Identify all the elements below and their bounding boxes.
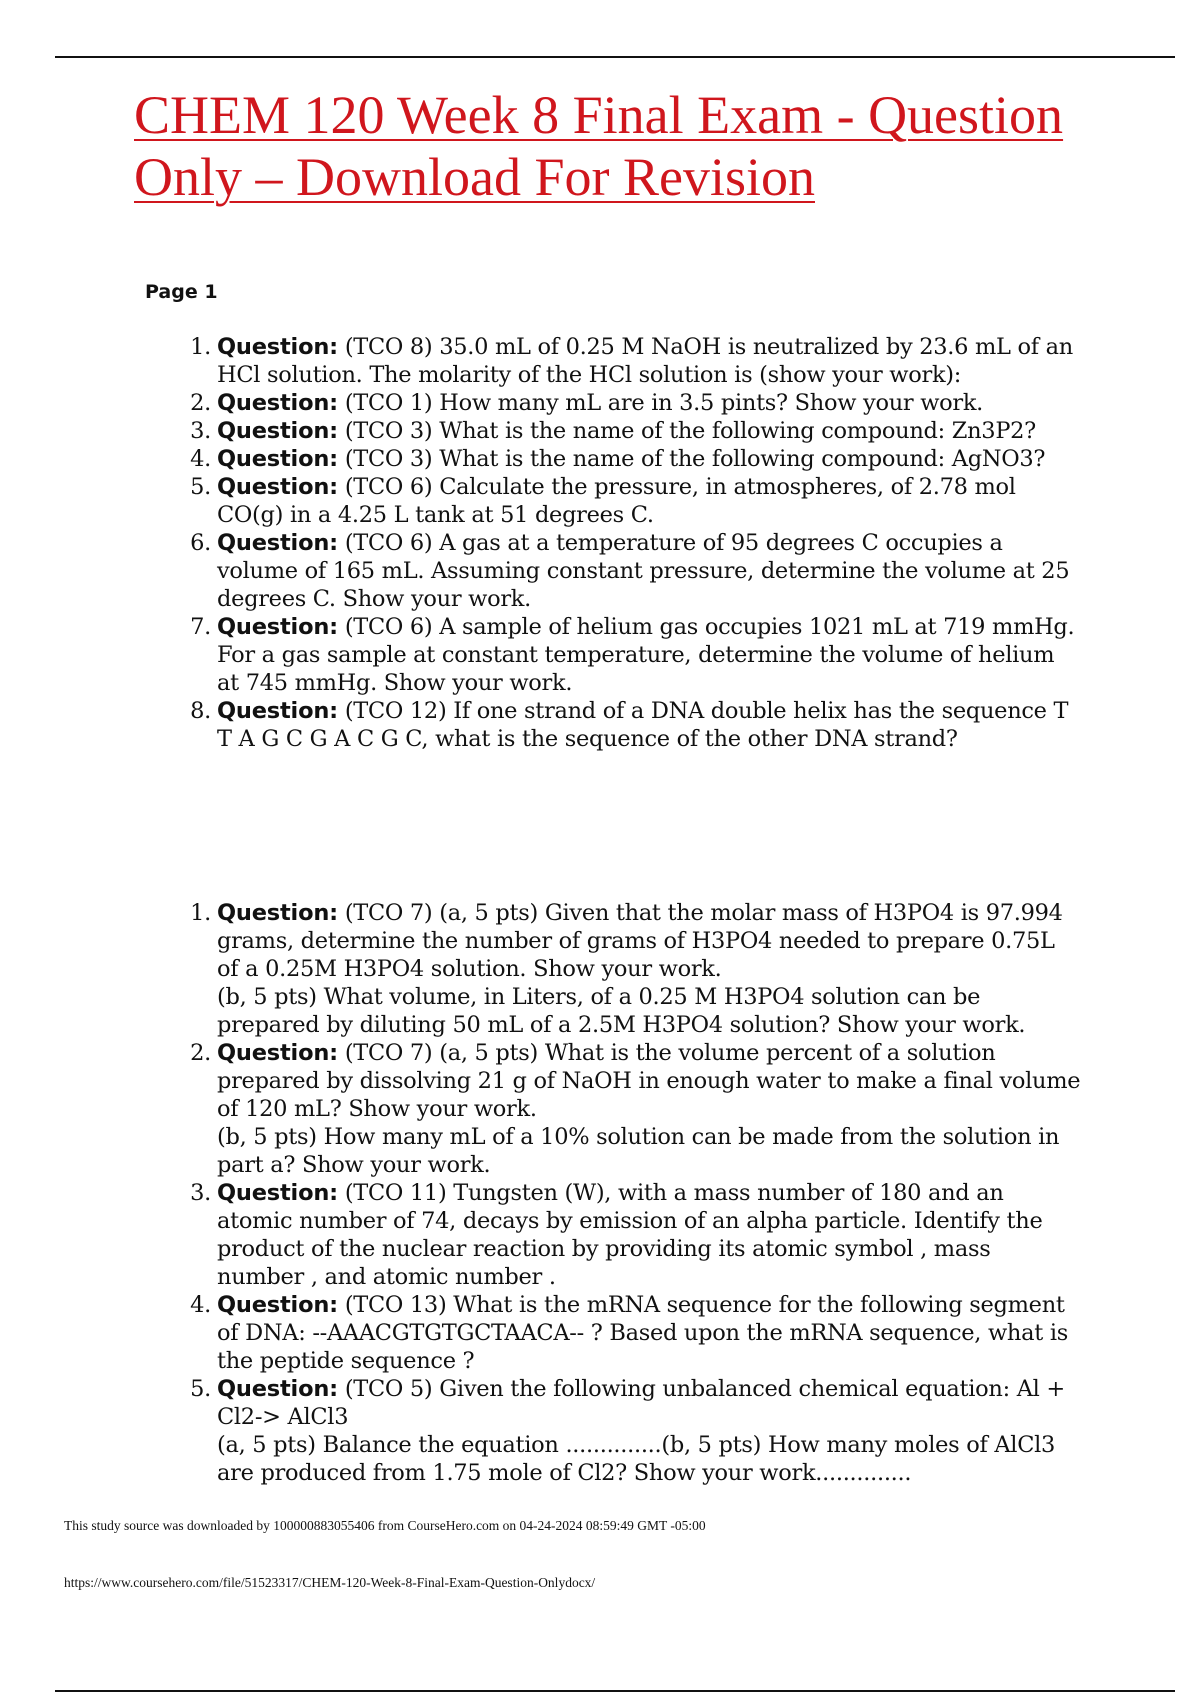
question-item (190, 1375, 1082, 1487)
question-number: 5. (190, 1376, 211, 1402)
question-label: Question: (217, 446, 338, 472)
question-text: (TCO 8) 35.0 mL of 0.25 M NaOH is neutralized by 23.6 mL of an HCl solution. The molarity of the HCl solution is (show your work): (217, 334, 1073, 388)
question-number: 7. (190, 614, 211, 640)
question-subpart: (b, 5 pts) How many mL of a 10% solution can be made from the solution in part a? Show your work. (217, 1124, 1060, 1178)
question-label: Question: (217, 418, 338, 444)
question-item (190, 1039, 1082, 1179)
question-item (190, 697, 1082, 753)
page-label: Page 1 (145, 281, 218, 303)
source-url[interactable]: https://www.coursehero.com/file/51523317/CHEM-120-Week-8-Final-Exam-Question-Onlydocx/ (64, 1575, 596, 1590)
question-label: Question: (217, 390, 338, 416)
question-number: 4. (190, 446, 211, 472)
question-number: 2. (190, 390, 211, 416)
question-text: (TCO 7) (a, 5 pts) Given that the molar mass of H3PO4 is 97.994 grams, determine the number of grams of H3PO4 needed to prepare 0.75L of a 0.25M H3PO4 solution. Show your work. (217, 900, 1063, 982)
question-text: (TCO 13) What is the mRNA sequence for the following segment of DNA: --AAACGTGTGCTAACA-- ? Based upon the mRNA sequence, what is the peptide sequence ? (217, 1292, 1068, 1374)
question-text: (TCO 3) What is the name of the following compound: Zn3P2? (344, 418, 1036, 444)
question-label: Question: (217, 474, 338, 500)
question-number: 6. (190, 530, 211, 556)
question-label: Question: (217, 698, 338, 724)
question-item (190, 529, 1082, 613)
question-list-section-1 (0, 333, 1100, 753)
question-subpart: (a, 5 pts) Balance the equation ..............(b, 5 pts) How many moles of AlCl3 are produced from 1.75 mole of Cl2? Show your work.............. (217, 1432, 1056, 1486)
top-divider (55, 56, 1175, 58)
question-text: (TCO 1) How many mL are in 3.5 pints? Show your work. (344, 390, 984, 416)
question-number: 2. (190, 1040, 211, 1066)
question-number: 8. (190, 698, 211, 724)
question-number: 3. (190, 418, 211, 444)
question-label: Question: (217, 530, 338, 556)
question-label: Question: (217, 1292, 338, 1318)
question-item (190, 473, 1082, 529)
question-label: Question: (217, 900, 338, 926)
question-item (190, 333, 1082, 389)
question-text: (TCO 6) A sample of helium gas occupies 1021 mL at 719 mmHg. For a gas sample at constant temperature, determine the volume of helium at 745 mmHg. Show your work. (217, 614, 1075, 696)
question-text: (TCO 5) Given the following unbalanced chemical equation: Al + Cl2-> AlCl3 (217, 1376, 1065, 1430)
question-list-section-2 (0, 899, 1100, 1487)
question-text: (TCO 6) Calculate the pressure, in atmospheres, of 2.78 mol CO(g) in a 4.25 L tank at 51 degrees C. (217, 474, 1016, 528)
question-label: Question: (217, 614, 338, 640)
question-item (190, 899, 1082, 1039)
question-label: Question: (217, 1040, 338, 1066)
question-label: Question: (217, 334, 338, 360)
question-text: (TCO 6) A gas at a temperature of 95 degrees C occupies a volume of 165 mL. Assuming constant pressure, determine the volume at 25 degrees C. Show your work. (217, 530, 1070, 612)
question-number: 3. (190, 1180, 211, 1206)
question-item (190, 613, 1082, 697)
question-item (190, 1291, 1082, 1375)
question-text: (TCO 11) Tungsten (W), with a mass number of 180 and an atomic number of 74, decays by emission of an alpha particle. Identify the product of the nuclear reaction by providing its atomic symbol , mass number , and atomic number . (217, 1180, 1043, 1290)
question-number: 5. (190, 474, 211, 500)
question-item (190, 1179, 1082, 1291)
question-label: Question: (217, 1376, 338, 1402)
question-text: (TCO 3) What is the name of the following compound: AgNO3? (344, 446, 1046, 472)
question-text: (TCO 12) If one strand of a DNA double helix has the sequence T T A G C G A C G C, what is the sequence of the other DNA strand? (217, 698, 1069, 752)
document-title: CHEM 120 Week 8 Final Exam - Question Only – Download For Revision (134, 85, 1064, 207)
question-number: 1. (190, 900, 211, 926)
question-item (190, 445, 1082, 473)
question-item (190, 417, 1082, 445)
download-source-note: This study source was downloaded by 100000883055406 from CourseHero.com on 04-24-2024 08:59:49 GMT -05:00 (64, 1518, 706, 1533)
question-number: 4. (190, 1292, 211, 1318)
question-text: (TCO 7) (a, 5 pts) What is the volume percent of a solution prepared by dissolving 21 g of NaOH in enough water to make a final volume of 120 mL? Show your work. (217, 1040, 1081, 1122)
bottom-divider (55, 1690, 1175, 1692)
question-number: 1. (190, 334, 211, 360)
question-label: Question: (217, 1180, 338, 1206)
question-subpart: (b, 5 pts) What volume, in Liters, of a 0.25 M H3PO4 solution can be prepared by diluting 50 mL of a 2.5M H3PO4 solution? Show your work. (217, 984, 1026, 1038)
question-item (190, 389, 1082, 417)
